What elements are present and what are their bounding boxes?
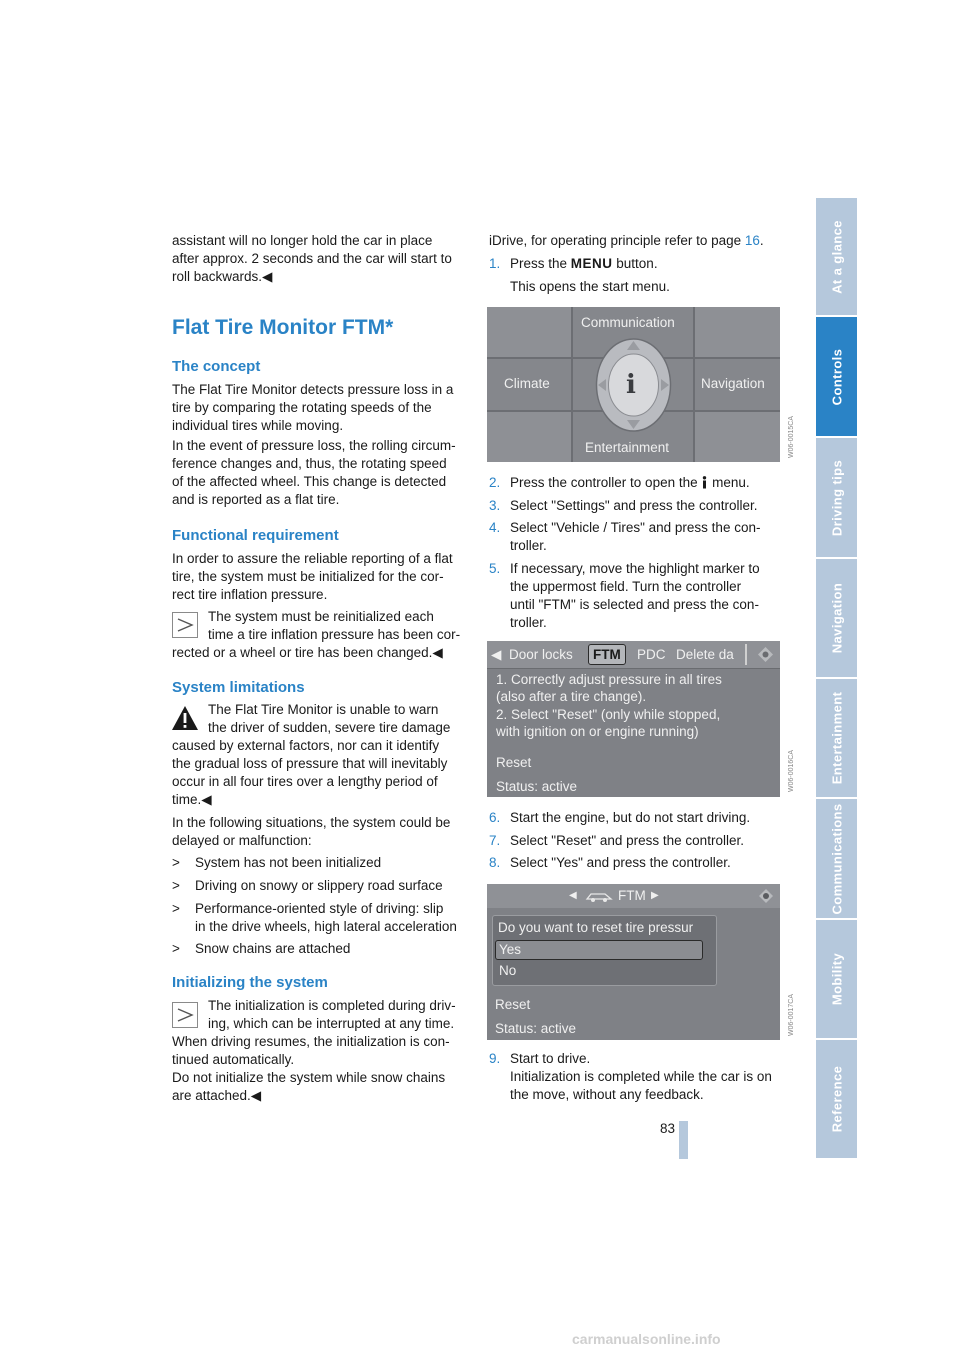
text-line: roll backwards.◀	[172, 269, 273, 284]
image-code: W06-0016CA	[788, 749, 795, 792]
tab-reference[interactable]	[816, 1040, 857, 1160]
start-menu-screen	[487, 307, 780, 462]
image-code: W06-0015CA	[788, 415, 795, 458]
tab-delete-data: Delete da	[676, 647, 734, 662]
heading-initializing: Initializing the system	[172, 974, 328, 991]
tab-label: Driving tips	[829, 459, 844, 536]
text-line: troller.	[510, 615, 547, 630]
tile-bottom-left	[487, 411, 571, 462]
tab-controls[interactable]	[816, 317, 857, 438]
text-line: When driving resumes, the initialization is con-	[172, 1034, 450, 1049]
controller-icon	[758, 888, 774, 904]
text-line: occur in all four tires over a lengthy period of	[172, 774, 438, 789]
text-line: In order to assure the reliable reporting of a flat	[172, 551, 453, 566]
reset-confirm-screen	[487, 884, 780, 1040]
tab-navigation[interactable]	[816, 559, 857, 679]
text-line	[510, 255, 785, 273]
tab-label: Communications	[829, 802, 844, 915]
text-line: time.◀	[172, 792, 212, 807]
text-line: troller.	[510, 538, 547, 553]
step-body	[510, 519, 785, 555]
text-line: the gradual loss of pressure that will inevitably	[172, 756, 448, 771]
controller-icon	[757, 646, 774, 663]
text-line: the move, without any feedback.	[510, 1087, 704, 1102]
text-line: caused by external factors, nor can it identify	[172, 738, 440, 753]
idrive-intro	[489, 232, 789, 250]
step-3	[489, 497, 789, 515]
text-line: Start the engine, but do not start driving.	[510, 810, 751, 825]
tile-top-left	[487, 307, 571, 357]
reset-option: Reset	[495, 997, 531, 1012]
tile-top-right	[695, 307, 780, 357]
step-body	[510, 809, 785, 827]
tab-at-a-glance[interactable]	[816, 198, 857, 317]
heading-limitations: System limitations	[172, 679, 305, 696]
step-body	[510, 474, 785, 492]
text-line: The Flat Tire Monitor is unable to warn	[208, 702, 439, 717]
text-line: rect tire inflation pressure.	[172, 587, 328, 602]
step-body	[510, 255, 785, 296]
chevron-left-icon: ◀	[569, 890, 577, 901]
text-line: In the following situations, the system could be	[172, 815, 451, 830]
tab-scroll-divider	[745, 644, 747, 665]
step-number: 8.	[489, 855, 501, 870]
step-body	[510, 832, 785, 850]
text-line: the uppermost field. Turn the controller	[510, 579, 742, 594]
instruction-line: 1. Correctly adjust pressure in all tires	[496, 672, 722, 687]
functional-note	[172, 608, 472, 662]
limitations-para	[172, 814, 472, 850]
intro-paragraph	[172, 232, 472, 286]
bullet-text	[195, 900, 468, 936]
initializing-note	[172, 997, 472, 1105]
text-line: tire by comparing the rotating speeds of the	[172, 400, 432, 415]
menu-entertainment: Entertainment	[585, 440, 670, 455]
text-line: of the affected wheel. This change is detected	[172, 474, 447, 489]
instruction-line: with ignition on or engine running)	[496, 724, 699, 739]
option-yes[interactable]: Yes	[499, 942, 522, 957]
step-text: Press the	[510, 256, 571, 271]
step-number: 1.	[489, 256, 501, 271]
instruction-line: 2. Select "Reset" (only while stopped,	[496, 707, 721, 722]
tab-ftm: FTM	[593, 647, 621, 662]
option-no[interactable]: No	[499, 963, 517, 978]
text-line: Select "Settings" and press the controller.	[510, 498, 758, 513]
text-line: ing, which can be interrupted at any time.	[208, 1016, 455, 1031]
tab-door-locks: Door locks	[509, 647, 573, 662]
text-line: until "FTM" is selected and press the con-	[510, 597, 759, 612]
menu-communication: Communication	[581, 315, 675, 330]
status-text: Status: active	[496, 779, 578, 794]
bullet-text: Driving on snowy or slippery road surface	[195, 878, 443, 893]
step-4	[489, 519, 789, 553]
section-title: Flat Tire Monitor FTM*	[172, 316, 394, 339]
step-body	[510, 1050, 785, 1104]
screen-title: FTM	[618, 888, 646, 903]
bullet-marker: >	[172, 855, 180, 870]
step-number: 2.	[489, 475, 501, 490]
step-body	[510, 497, 785, 515]
menu-button-icon: MENU	[570, 256, 613, 271]
text-line: tinued automatically.	[172, 1052, 295, 1067]
step-9	[489, 1050, 789, 1102]
bullet-text: Snow chains are attached	[195, 941, 351, 956]
ftm-settings-screen	[487, 641, 780, 797]
step-number: 7.	[489, 833, 501, 848]
chevron-left-icon: ◀	[491, 647, 502, 662]
text-line: Select "Vehicle / Tires" and press the con-	[510, 520, 761, 535]
limitations-warning	[172, 701, 472, 809]
text-line: This opens the start menu.	[510, 279, 670, 294]
menu-climate: Climate	[504, 376, 550, 391]
step-number: 5.	[489, 561, 501, 576]
tab-label: Entertainment	[829, 691, 844, 785]
image-code: W06-0017CA	[788, 993, 795, 1036]
text-line: Start to drive.	[510, 1051, 591, 1066]
tab-label: At a glance	[829, 219, 844, 294]
text-line: Select "Yes" and press the controller.	[510, 855, 731, 870]
text-line: Select "Reset" and press the controller.	[510, 833, 744, 848]
page-number: 83	[659, 1121, 675, 1136]
reset-option: Reset	[496, 755, 532, 770]
car-icon	[585, 889, 613, 903]
text-line: The initialization is completed during driv-	[208, 998, 456, 1013]
tab-mobility[interactable]	[816, 920, 857, 1040]
tab-entertainment[interactable]	[816, 679, 857, 799]
bullet-marker: >	[172, 941, 180, 956]
text-line: ference changes and, thus, the rotating speed	[172, 456, 447, 471]
watermark: carmanualsonline.info	[572, 1331, 721, 1347]
step-2	[489, 474, 789, 492]
bullet-marker: >	[172, 901, 180, 916]
step-number: 6.	[489, 810, 501, 825]
center-info-icon: i	[626, 370, 636, 400]
step-text: button.	[612, 256, 658, 271]
tab-communications[interactable]	[816, 799, 857, 920]
step-text: Press the controller to open the	[510, 475, 702, 490]
heading-concept: The concept	[172, 358, 261, 375]
bullet-text: System has not been initialized	[195, 855, 382, 870]
page-link[interactable]: 16	[744, 233, 760, 248]
step-number: 9.	[489, 1051, 501, 1066]
text-line: time a tire inflation pressure has been cor-	[208, 627, 461, 642]
step-number: 4.	[489, 520, 501, 535]
tile-bottom-right	[695, 411, 780, 462]
bullet-marker: >	[172, 878, 180, 893]
text-line: Performance-oriented style of driving: slip	[195, 901, 444, 916]
yes-highlight	[495, 940, 703, 960]
intro-end: .	[759, 233, 764, 248]
text-line: individual tires while moving.	[172, 418, 344, 433]
text-line: Do not initialize the system while snow chains	[172, 1070, 446, 1085]
functional-para	[172, 550, 472, 604]
text-line: rected or a wheel or tire has been changed.◀	[172, 645, 443, 660]
text-line: tire, the system must be initialized for the cor-	[172, 569, 444, 584]
tab-label: Controls	[829, 348, 844, 405]
concept-para-1	[172, 381, 472, 435]
text-line: The system must be reinitialized each	[208, 609, 434, 624]
menu-navigation: Navigation	[701, 376, 765, 391]
tab-pdc: PDC	[637, 647, 666, 662]
step-text: menu.	[708, 475, 750, 490]
page-marker-bar	[679, 1121, 688, 1159]
heading-functional: Functional requirement	[172, 527, 339, 544]
text-line: after approx. 2 seconds and the car will start to	[172, 251, 452, 266]
text-line: in the drive wheels, high lateral acceleration	[195, 919, 457, 934]
step-body	[510, 854, 785, 872]
grid-lines	[693, 307, 695, 462]
text-line: In the event of pressure loss, the rolling circum-	[172, 438, 456, 453]
step-5	[489, 560, 789, 630]
step-8	[489, 854, 789, 872]
instruction-line: (also after a tire change).	[496, 689, 647, 704]
list-item	[172, 900, 468, 936]
dialog-question: Do you want to reset tire pressur	[498, 920, 694, 935]
text-line: delayed or malfunction:	[172, 833, 312, 848]
tab-label: Mobility	[829, 952, 844, 1006]
concept-para-2	[172, 437, 472, 509]
text-line: The Flat Tire Monitor detects pressure loss in a	[172, 382, 454, 397]
text-line: If necessary, move the highlight marker to	[510, 561, 760, 576]
status-text: Status: active	[495, 1021, 577, 1036]
step-body	[510, 560, 785, 632]
text-line: the driver of sudden, severe tire damage	[208, 720, 451, 735]
tab-label: Reference	[829, 1065, 844, 1133]
text-line: and is reported as a flat tire.	[172, 492, 340, 507]
tab-label: Navigation	[829, 582, 844, 654]
step-number: 3.	[489, 498, 501, 513]
text-line: assistant will no longer hold the car in place	[172, 233, 433, 248]
step-1	[489, 255, 789, 295]
chevron-right-icon: ▶	[651, 890, 659, 901]
tab-driving-tips[interactable]	[816, 438, 857, 559]
step-7	[489, 832, 789, 850]
grid-lines	[571, 307, 573, 462]
intro-text: iDrive, for operating principle refer to page	[489, 233, 745, 248]
step-6	[489, 809, 789, 827]
text-line: Initialization is completed while the car is on	[510, 1069, 772, 1084]
text-line: are attached.◀	[172, 1088, 262, 1103]
chapter-tabs	[816, 198, 857, 1160]
